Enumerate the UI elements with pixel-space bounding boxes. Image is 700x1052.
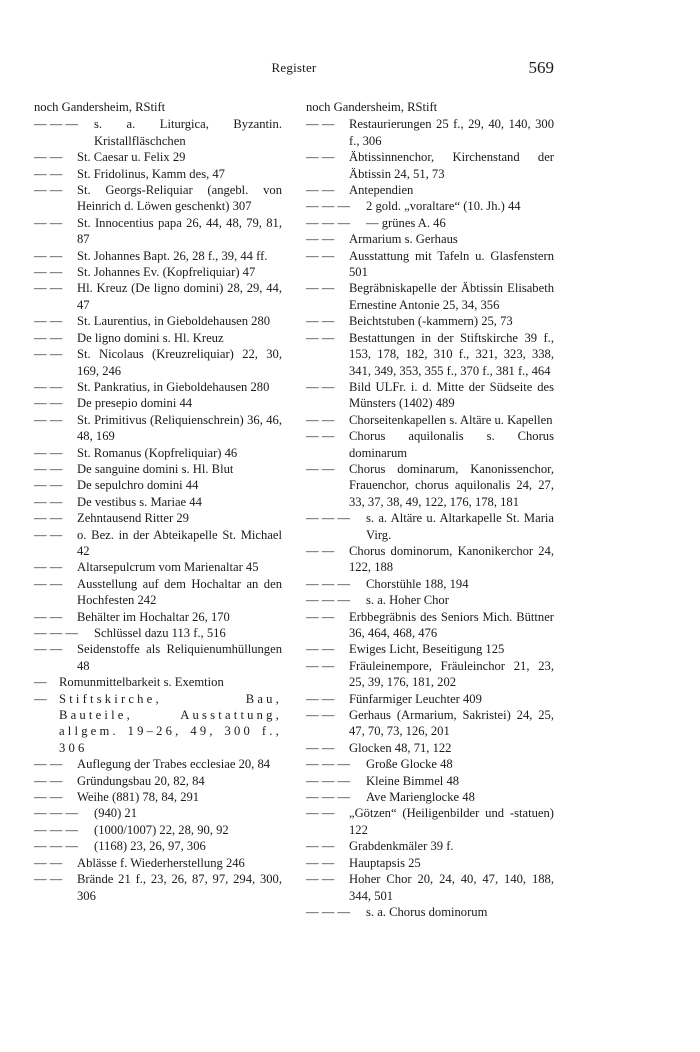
level-dashes: — — bbox=[306, 379, 335, 394]
entry-text: St. Pankratius, in Gieboldehausen 280 bbox=[77, 379, 270, 394]
index-entry bbox=[34, 510, 282, 526]
level-dashes: — — bbox=[34, 642, 63, 657]
level-dashes: — — bbox=[34, 396, 63, 411]
entry-text: Grabdenkmäler 39 f. bbox=[349, 839, 454, 854]
level-dashes: — — bbox=[306, 232, 335, 247]
column-heading: noch Gandersheim, RStift bbox=[306, 100, 438, 114]
level-dashes: — — bbox=[306, 872, 335, 887]
page-number: 569 bbox=[528, 58, 554, 77]
entry-text: Chorus dominarum, Kanonissenchor, Frauenchor, chorus aquilonalis 24, 27, 33, 37, 38, 49, 122, 176, 178, 181 bbox=[349, 461, 554, 509]
entry-text: Ave Marienglocke 48 bbox=[366, 790, 475, 805]
entry-text: Stiftskirche, Bau, Bauteile, Ausstattung, allgem. 19–26, 49, 300 f., 306 bbox=[59, 691, 282, 755]
level-dashes: — — bbox=[34, 527, 63, 542]
entry-text: Chorus aquilonalis s. Chorus dominarum bbox=[349, 429, 554, 460]
level-dashes: — — — bbox=[34, 839, 79, 854]
level-dashes: — — bbox=[306, 183, 335, 198]
index-entry bbox=[34, 248, 282, 264]
index-entry bbox=[306, 576, 554, 592]
column-heading: noch Gandersheim, RStift bbox=[34, 100, 166, 114]
level-dashes: — — bbox=[34, 314, 63, 329]
entry-text: Auflegung der Trabes ecclesiae 20, 84 bbox=[77, 757, 271, 772]
index-entry bbox=[34, 625, 282, 641]
entry-text: Ausstellung auf dem Hochaltar an den Hochfesten 242 bbox=[77, 576, 282, 608]
index-entry bbox=[34, 789, 282, 805]
index-entry bbox=[34, 822, 282, 838]
level-dashes: — — bbox=[34, 379, 63, 394]
level-dashes: — — bbox=[34, 445, 63, 460]
entry-text: Hauptapsis 25 bbox=[349, 855, 421, 870]
level-dashes: — — bbox=[306, 461, 335, 476]
index-entry bbox=[306, 838, 554, 854]
level-dashes: — — — bbox=[306, 215, 351, 230]
level-dashes: — — bbox=[306, 412, 335, 427]
page-header bbox=[34, 58, 554, 82]
entry-text: St. Laurentius, in Gieboldehausen 280 bbox=[77, 314, 271, 329]
index-entry bbox=[34, 313, 282, 329]
level-dashes: — — bbox=[34, 757, 63, 772]
index-entry bbox=[306, 691, 554, 707]
level-dashes: — — bbox=[306, 429, 335, 444]
level-dashes: — — bbox=[34, 511, 63, 526]
entry-text: „Götzen“ (Heiligenbilder und -statuen) 122 bbox=[349, 806, 554, 837]
index-entry bbox=[306, 215, 554, 231]
index-entry bbox=[34, 756, 282, 772]
entry-text: 2 gold. „voraltare“ (10. Jh.) 44 bbox=[366, 199, 521, 214]
entry-text: De sanguine domini s. Hl. Blut bbox=[77, 461, 234, 476]
entry-text: Ausstattung mit Tafeln u. Glasfenstern 501 bbox=[349, 248, 554, 280]
index-entry bbox=[306, 149, 554, 182]
entry-text: St. Johannes Bapt. 26, 28 f., 39, 44 ff. bbox=[77, 248, 268, 263]
index-entry bbox=[306, 231, 554, 247]
level-dashes: — — bbox=[34, 790, 63, 805]
entry-text: De presepio domini 44 bbox=[77, 396, 193, 411]
level-dashes: — — bbox=[34, 347, 63, 362]
index-entry bbox=[306, 198, 554, 214]
entry-text: Chorstühle 188, 194 bbox=[366, 576, 469, 591]
entry-text: Begräbniskapelle der Äbtissin Elisabeth Ernestine Antonie 25, 34, 356 bbox=[349, 281, 554, 312]
entry-text: Antependien bbox=[349, 183, 414, 198]
level-dashes: — — bbox=[306, 117, 335, 132]
index-entry bbox=[306, 740, 554, 756]
index-entry bbox=[34, 182, 282, 215]
index-entry bbox=[34, 609, 282, 625]
index-entry bbox=[306, 280, 554, 313]
running-title: Register bbox=[271, 60, 317, 75]
level-dashes: — — — bbox=[306, 790, 351, 805]
level-dashes: — — bbox=[306, 248, 335, 263]
entry-text: Altarsepulcrum vom Marienaltar 45 bbox=[77, 560, 259, 575]
level-dashes: — — — bbox=[306, 904, 351, 919]
index-entry bbox=[34, 149, 282, 165]
entry-text: Fräuleinempore, Fräuleinchor 21, 23, 25, 39, 176, 181, 202 bbox=[349, 658, 554, 690]
entry-text: Gerhaus (Armarium, Sakristei) 24, 25, 47, 70, 73, 126, 201 bbox=[349, 708, 554, 739]
index-entry bbox=[34, 346, 282, 379]
index-entry bbox=[34, 674, 282, 690]
entry-text: o. Bez. in der Abteikapelle St. Michael 42 bbox=[77, 527, 282, 558]
index-entry bbox=[306, 182, 554, 198]
index-entry bbox=[34, 330, 282, 346]
level-dashes: — — — bbox=[34, 626, 79, 640]
level-dashes: — bbox=[34, 691, 47, 706]
index-entry bbox=[34, 773, 282, 789]
entry-text: Ewiges Licht, Beseitigung 125 bbox=[349, 642, 505, 657]
level-dashes: — — bbox=[34, 215, 63, 230]
level-dashes: — — bbox=[306, 281, 335, 296]
index-entry bbox=[306, 248, 554, 281]
entry-text: Brände 21 f., 23, 26, 87, 97, 294, 300, 306 bbox=[77, 872, 282, 903]
index-column-left bbox=[34, 99, 282, 904]
entry-text: Zehntausend Ritter 29 bbox=[77, 511, 189, 526]
level-dashes: — — bbox=[306, 839, 335, 854]
entry-text: Ablässe f. Wiederherstellung 246 bbox=[77, 855, 245, 870]
level-dashes: — bbox=[34, 675, 47, 690]
index-entry bbox=[34, 855, 282, 871]
index-entry bbox=[34, 264, 282, 280]
entry-text: Behälter im Hochaltar 26, 170 bbox=[77, 609, 230, 624]
index-entry bbox=[34, 559, 282, 575]
level-dashes: — — — bbox=[34, 806, 79, 821]
entry-text: s. a. Hoher Chor bbox=[366, 593, 449, 608]
entry-text: St. Nicolaus (Kreuzreliquiar) 22, 30, 169, 246 bbox=[77, 347, 282, 378]
entry-text: s. a. Liturgica, Byzantin. Kristallfläschchen bbox=[94, 117, 282, 148]
level-dashes: — — bbox=[306, 543, 335, 558]
index-entry bbox=[306, 756, 554, 772]
entry-text: Weihe (881) 78, 84, 291 bbox=[77, 790, 200, 805]
level-dashes: — — bbox=[306, 609, 335, 624]
index-entry bbox=[306, 116, 554, 149]
level-dashes: — — bbox=[34, 330, 63, 345]
index-entry bbox=[34, 461, 282, 477]
index-entry bbox=[34, 445, 282, 461]
index-entry bbox=[306, 855, 554, 871]
index-entry bbox=[306, 641, 554, 657]
entry-text: St. Primitivus (Reliquienschrein) 36, 46, 48, 169 bbox=[77, 412, 282, 444]
entry-text: De ligno domini s. Hl. Kreuz bbox=[77, 330, 224, 345]
level-dashes: — — bbox=[34, 265, 63, 280]
level-dashes: — — bbox=[34, 494, 63, 509]
level-dashes: — — bbox=[34, 412, 63, 427]
level-dashes: — — bbox=[306, 806, 335, 821]
level-dashes: — — bbox=[34, 166, 63, 181]
index-entry bbox=[306, 543, 554, 576]
index-entry bbox=[34, 280, 282, 313]
entry-text: Seidenstoffe als Reliquienumhüllungen 48 bbox=[77, 642, 282, 673]
index-entry bbox=[34, 691, 282, 757]
index-entry bbox=[306, 379, 554, 412]
entry-text: Erbbegräbnis des Seniors Mich. Büttner 36, 464, 468, 476 bbox=[349, 609, 554, 640]
entry-text: St. Johannes Ev. (Kopfreliquiar) 47 bbox=[77, 265, 256, 280]
level-dashes: — — bbox=[306, 658, 335, 673]
level-dashes: — — bbox=[306, 740, 335, 755]
entry-text: Glocken 48, 71, 122 bbox=[349, 740, 452, 755]
entry-text: St. Caesar u. Felix 29 bbox=[77, 150, 186, 165]
index-entry bbox=[306, 330, 554, 379]
index-entry bbox=[34, 527, 282, 560]
level-dashes: — — bbox=[306, 855, 335, 870]
entry-text: Chorus dominorum, Kanonikerchor 24, 122, 188 bbox=[349, 543, 554, 575]
level-dashes: — — — bbox=[34, 822, 79, 837]
level-dashes: — — bbox=[306, 708, 335, 723]
level-dashes: — — bbox=[34, 478, 63, 493]
index-entry bbox=[34, 838, 282, 854]
index-entry bbox=[306, 658, 554, 691]
entry-text: Romunmittelbarkeit s. Exemtion bbox=[59, 675, 224, 690]
entry-text: Bild ULFr. i. d. Mitte der Südseite des Münsters (1402) 489 bbox=[349, 379, 554, 411]
entry-text: (1168) 23, 26, 97, 306 bbox=[94, 839, 206, 854]
level-dashes: — — — bbox=[306, 199, 351, 214]
level-dashes: — — bbox=[34, 281, 63, 296]
index-entry bbox=[306, 773, 554, 789]
index-entry bbox=[34, 395, 282, 411]
level-dashes: — — bbox=[34, 150, 63, 165]
entry-text: Chorseitenkapellen s. Altäre u. Kapellen bbox=[349, 412, 553, 427]
level-dashes: — — — bbox=[306, 593, 351, 608]
entry-text: Gründungsbau 20, 82, 84 bbox=[77, 773, 205, 788]
level-dashes: — — bbox=[306, 330, 335, 345]
level-dashes: — — — bbox=[34, 117, 79, 132]
index-column-right bbox=[306, 99, 554, 920]
level-dashes: — — bbox=[34, 560, 63, 575]
level-dashes: — — bbox=[34, 576, 63, 591]
index-entry bbox=[34, 116, 282, 149]
index-entry bbox=[306, 412, 554, 428]
level-dashes: — — bbox=[34, 183, 63, 198]
index-entry bbox=[306, 707, 554, 740]
entry-text: s. a. Chorus dominorum bbox=[366, 904, 488, 919]
entry-text: St. Georgs-Reliquiar (angebl. von Heinrich d. Löwen geschenkt) 307 bbox=[77, 183, 282, 214]
entry-text: Hoher Chor 20, 24, 40, 47, 140, 188, 344, 501 bbox=[349, 872, 554, 903]
entry-text: Restaurierungen 25 f., 29, 40, 140, 300 f., 306 bbox=[349, 117, 554, 148]
entry-text: St. Innocentius papa 26, 44, 48, 79, 81, 87 bbox=[77, 215, 282, 247]
entry-text: (940) 21 bbox=[94, 806, 138, 821]
entry-text: Kleine Bimmel 48 bbox=[366, 773, 460, 788]
entry-text: Äbtissinnenchor, Kirchenstand der Äbtissin 24, 51, 73 bbox=[349, 150, 554, 181]
level-dashes: — — bbox=[34, 248, 63, 263]
level-dashes: — — bbox=[306, 150, 335, 165]
entry-text: De vestibus s. Mariae 44 bbox=[77, 494, 202, 509]
index-entry bbox=[34, 641, 282, 674]
entry-text: — grünes A. 46 bbox=[366, 215, 446, 230]
entry-text: Beichtstuben (-kammern) 25, 73 bbox=[349, 314, 513, 329]
index-entry bbox=[34, 477, 282, 493]
level-dashes: — — bbox=[34, 872, 63, 887]
index-entry bbox=[306, 805, 554, 838]
level-dashes: — — bbox=[34, 773, 63, 788]
entry-text: Fünfarmiger Leuchter 409 bbox=[349, 691, 482, 706]
index-entry bbox=[34, 871, 282, 904]
index-entry bbox=[34, 215, 282, 248]
level-dashes: — — — bbox=[306, 511, 351, 526]
level-dashes: — — bbox=[306, 314, 335, 329]
index-entry bbox=[306, 592, 554, 608]
level-dashes: — — — bbox=[306, 576, 351, 591]
level-dashes: — — bbox=[306, 691, 335, 706]
level-dashes: — — bbox=[34, 855, 63, 870]
entry-text: St. Romanus (Kopfreliquiar) 46 bbox=[77, 445, 238, 460]
entry-text: De sepulchro domini 44 bbox=[77, 478, 199, 493]
index-entry bbox=[306, 789, 554, 805]
entry-text: (1000/1007) 22, 28, 90, 92 bbox=[94, 822, 229, 837]
index-entry bbox=[34, 805, 282, 821]
index-entry bbox=[306, 461, 554, 510]
level-dashes: — — — bbox=[306, 773, 351, 788]
entry-text: Bestattungen in der Stiftskirche 39 f., 153, 178, 182, 310 f., 321, 323, 338, 341, 349, 353, 355 f., 370 f., 381 f., 464 bbox=[349, 330, 554, 378]
entry-text: s. a. Altäre u. Altarkapelle St. Maria Virg. bbox=[366, 511, 554, 542]
level-dashes: — — — bbox=[306, 757, 351, 772]
index-entry bbox=[306, 313, 554, 329]
index-entry bbox=[34, 166, 282, 182]
entry-text: St. Fridolinus, Kamm des, 47 bbox=[77, 166, 225, 181]
index-entry bbox=[34, 412, 282, 445]
entry-text: Schlüssel dazu 113 f., 516 bbox=[94, 626, 226, 640]
entry-text: Hl. Kreuz (De ligno domini) 28, 29, 44, 47 bbox=[77, 281, 282, 312]
level-dashes: — — bbox=[34, 609, 63, 624]
level-dashes: — — bbox=[306, 642, 335, 657]
index-entry bbox=[306, 904, 554, 920]
index-entry bbox=[306, 871, 554, 904]
index-entry bbox=[306, 428, 554, 461]
index-entry bbox=[34, 576, 282, 609]
index-entry bbox=[34, 379, 282, 395]
index-entry bbox=[306, 609, 554, 642]
entry-text: Armarium s. Gerhaus bbox=[349, 232, 458, 247]
index-entry bbox=[306, 510, 554, 543]
index-entry bbox=[34, 494, 282, 510]
level-dashes: — — bbox=[34, 461, 63, 476]
entry-text: Große Glocke 48 bbox=[366, 757, 453, 772]
